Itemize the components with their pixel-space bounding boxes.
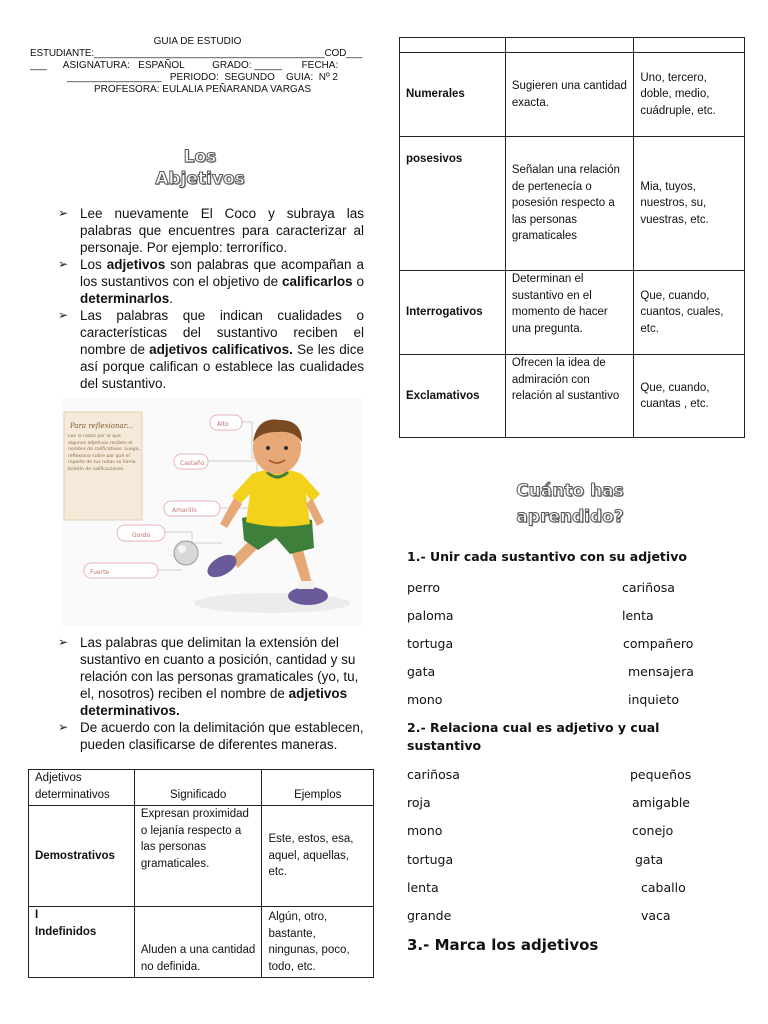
bullet-text: Las palabras que indican cualidades o características del sustantivo reciben el nombre de [80, 308, 364, 357]
bold-term: determinarlos [80, 291, 170, 306]
word-adjective[interactable]: mensajera [628, 664, 694, 679]
bullet-text: Los [80, 257, 107, 272]
student-line: ESTUDIANTE:___________________________________________COD___ [30, 48, 363, 59]
word-noun[interactable]: cariñosa [407, 767, 460, 782]
illustration [62, 398, 362, 626]
bullet-text: Las palabras que delimitan la extensión del sustantivo en cuanto a posición, cantidad y su relación con las personas gramaticales (yo, tu, el, nosotros) reciben el nombre de [80, 635, 359, 701]
table-row [400, 53, 745, 137]
bullet-text: o [352, 274, 364, 289]
bullet-list-bottom [54, 634, 370, 753]
word-noun[interactable]: paloma [407, 608, 454, 623]
bullet-text: De acuerdo con la delimitación que establecen, pueden clasificarse de diferentes maneras. [80, 720, 364, 752]
word-noun[interactable]: tortuga [407, 636, 454, 651]
header-ejemplos: Ejemplos [262, 770, 374, 806]
word-adjective[interactable]: compañero [623, 636, 694, 651]
table-row [400, 137, 745, 271]
arrow-bullet-icon: ➢ [58, 720, 69, 734]
meaning-cell: Señalan una relación de pertenecía o posesión respecto a las personas gramaticales [505, 137, 634, 271]
bullet-item [54, 634, 370, 719]
type-cell: Exclamativos [400, 355, 506, 438]
word-adjective[interactable]: pequeños [630, 767, 692, 782]
word-noun[interactable]: tortuga [407, 851, 454, 867]
word-adjective[interactable]: conejo [632, 823, 674, 839]
example-cell: Mia, tuyos, nuestros, su, vuestras, etc. [634, 137, 745, 271]
section-title [140, 146, 260, 190]
quiz-title [490, 478, 650, 530]
label-amarillo: Amarillo [172, 507, 197, 514]
teacher-line: PROFESORA: EULALIA PEÑARANDA VARGAS [93, 84, 312, 95]
bullet-text: son palabras que acompañan a los sustantivos con el objetivo de [80, 257, 364, 289]
table-row [400, 271, 745, 355]
type-cell: I Indefinidos [29, 907, 135, 978]
subject-line: ___ ASIGNATURA: ESPAÑOL GRADO: _____ FECHA: [30, 60, 339, 71]
type-cell: Numerales [400, 53, 506, 137]
word-noun[interactable]: lenta [407, 879, 439, 895]
determinative-table-right [399, 37, 745, 438]
label-fuerte: Fuerte [90, 569, 110, 576]
bullet-list-top [54, 205, 364, 392]
example-cell: Que, cuando, cuantas , etc. [634, 355, 745, 438]
table-row [29, 806, 374, 907]
type-cell: posesivos [400, 137, 506, 271]
table-header-row-empty [400, 38, 745, 53]
word-adjective[interactable]: lenta [622, 608, 654, 623]
label-alto: Alto [217, 421, 229, 428]
example-cell: Algún, otro, bastante, ningunas, poco, todo, etc. [262, 907, 374, 978]
bullet-text: Se les dice así porque califican o establece las cualidades del sustantivo. [80, 342, 364, 391]
word-adjective[interactable]: caballo [641, 879, 686, 895]
bold-term: adjetivos determinativos. [80, 686, 348, 718]
guide-title: GUIA DE ESTUDIO [153, 36, 242, 47]
table-header-row [29, 770, 374, 806]
quiz-title-line2: aprendido? [516, 507, 624, 527]
word-adjective[interactable]: vaca [641, 908, 671, 923]
arrow-bullet-icon: ➢ [58, 635, 69, 649]
section-title-line1: Los [183, 147, 217, 167]
example-cell: Este, estos, esa, aquel, aquellas, etc. [262, 806, 374, 907]
word-adjective[interactable]: amigable [632, 795, 691, 811]
arrow-bullet-icon: ➢ [58, 206, 69, 220]
period-line: _________________ PERIODO: SEGUNDO GUIA: Nº 2 [66, 72, 338, 83]
arrow-bullet-icon: ➢ [58, 308, 69, 322]
question-2: 2.- Relaciona cual es adjetivo y cual sustantivo [407, 720, 660, 753]
bullet-text: Lee nuevamente El Coco y subraya las palabras que encuentres para caracterizar al personaje. Por ejemplo: terrorífico. [80, 206, 364, 255]
word-adjective[interactable]: inquieto [628, 692, 679, 707]
note-text: Lee la razón por la que algunos adjetivos reciben el nombre de calificativos. Luego, reflexiona sobre por qué el reporte de tus notas se llama boletín de calificaciones. [68, 434, 140, 472]
meaning-cell: Determinan el sustantivo en el momento de hacer una pregunta. [505, 271, 634, 355]
question-3: 3.- Marca los adjetivos [407, 936, 599, 954]
label-gordo: Gordo [132, 532, 151, 539]
bold-term: adjetivos calificativos. [149, 342, 293, 357]
bullet-text: . [169, 291, 174, 306]
header-adjetivos: Adjetivos determinativos [29, 770, 135, 806]
bullet-item [54, 307, 364, 392]
word-adjective[interactable]: gata [635, 851, 664, 867]
meaning-cell: Expresan proximidad o lejanía respecto a las personas gramaticales. [134, 806, 262, 907]
boy-figure [204, 419, 328, 605]
type-cell: Demostrativos [29, 806, 135, 907]
meaning-cell: Sugieren una cantidad exacta. [505, 53, 634, 137]
word-noun[interactable]: mono [407, 823, 443, 839]
label-castano: Castaño [180, 460, 205, 467]
word-noun[interactable]: gata [407, 664, 436, 679]
header [30, 36, 375, 96]
question-1: 1.- Unir cada sustantivo con su adjetivo [407, 549, 687, 564]
bullet-item [54, 205, 364, 256]
bullet-item [54, 719, 370, 753]
bold-term: calificarlos [282, 274, 353, 289]
quiz-title-line1: Cuánto has [516, 481, 624, 501]
bullet-item [54, 256, 364, 307]
example-cell: Uno, tercero, doble, medio, cuádruple, etc. [634, 53, 745, 137]
meaning-cell: Aluden a una cantidad no definida. [134, 907, 262, 978]
word-noun[interactable]: mono [407, 692, 443, 707]
table-row [400, 355, 745, 438]
determinative-table-left [28, 769, 374, 978]
arrow-bullet-icon: ➢ [58, 257, 69, 271]
word-noun[interactable]: perro [407, 580, 441, 595]
section-title-line2: Abjetivos [155, 169, 245, 189]
illustration-svg [62, 398, 362, 626]
bold-term: adjetivos [106, 257, 166, 272]
word-noun[interactable]: grande [407, 908, 452, 923]
ball-icon [174, 541, 198, 565]
table-row [29, 907, 374, 978]
note-title: Para reflexionar... [70, 422, 133, 430]
example-cell: Que, cuando, cuantos, cuales, etc. [634, 271, 745, 355]
word-adjective[interactable]: cariñosa [622, 580, 675, 595]
type-cell: Interrogativos [400, 271, 506, 355]
header-significado: Significado [134, 770, 262, 806]
word-noun[interactable]: roja [407, 795, 431, 811]
meaning-cell: Ofrecen la idea de admiración con relación al sustantivo [505, 355, 634, 438]
